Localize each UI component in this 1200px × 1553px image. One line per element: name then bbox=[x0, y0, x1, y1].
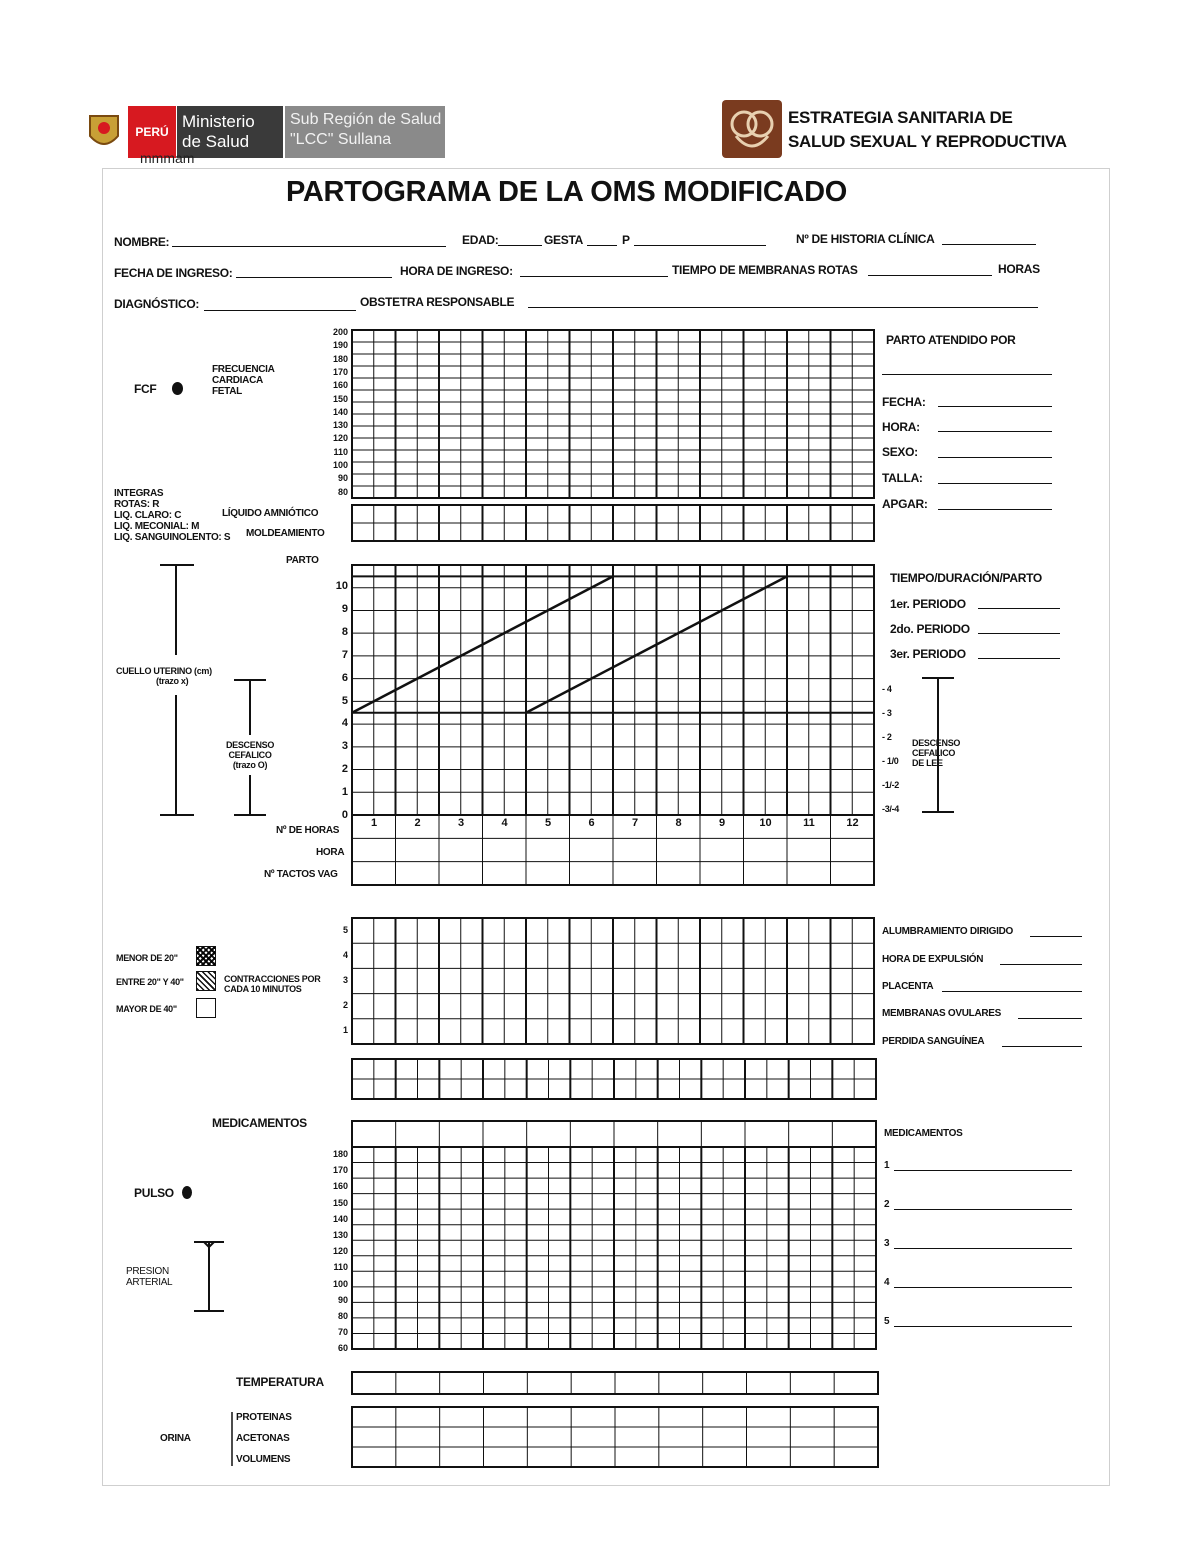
fcf-label: FCF bbox=[134, 382, 157, 396]
lee-tick: - 1/0 bbox=[882, 756, 899, 766]
edad-label: EDAD: bbox=[462, 233, 499, 247]
mayor-pattern-icon bbox=[196, 998, 216, 1018]
p-label: P bbox=[622, 233, 630, 247]
medicamento-field[interactable] bbox=[894, 1248, 1072, 1249]
medicamento-number: 2 bbox=[884, 1199, 890, 1210]
medicamento-number: 4 bbox=[884, 1277, 890, 1288]
placenta-label: PLACENTA bbox=[882, 981, 934, 992]
hora-field[interactable] bbox=[938, 431, 1052, 432]
medicamento-field[interactable] bbox=[894, 1209, 1072, 1210]
pulso-dot-icon bbox=[182, 1186, 192, 1199]
nombre-label: NOMBRE: bbox=[114, 235, 170, 249]
cervix-x-tick: 11 bbox=[803, 817, 815, 829]
fcf-tick: 90 bbox=[337, 473, 348, 484]
fcf-tick: 120 bbox=[332, 433, 348, 444]
cervix-y-tick: 2 bbox=[341, 763, 348, 776]
fcf-description: FRECUENCIA CARDIACA FETAL bbox=[212, 364, 275, 397]
lee-tick: - 2 bbox=[882, 732, 892, 742]
cervix-y-tick: 10 bbox=[335, 580, 348, 592]
hora-row-label: HORA bbox=[316, 847, 345, 858]
medicamento-number: 5 bbox=[884, 1316, 890, 1327]
cervix-x-tick: 12 bbox=[846, 817, 859, 829]
peru-logo: PERÚ bbox=[128, 106, 176, 158]
periodo-3-label: 3er. PERIODO bbox=[890, 647, 966, 661]
contracciones-tick: 5 bbox=[342, 925, 348, 935]
contracciones-tick: 3 bbox=[342, 975, 348, 985]
cervix-x-tick: 3 bbox=[457, 817, 465, 829]
cervix-x-tick: 8 bbox=[675, 817, 682, 829]
fcf-tick: 160 bbox=[332, 380, 348, 391]
cervix-y-tick: 8 bbox=[341, 625, 348, 638]
ministerio-logo: Ministerio de Salud bbox=[177, 106, 283, 158]
parto-atendido-label: PARTO ATENDIDO POR bbox=[886, 333, 1016, 347]
sexo-label: SEXO: bbox=[882, 445, 918, 459]
parto-atendido-field[interactable] bbox=[882, 374, 1052, 375]
fcf-tick: 180 bbox=[332, 353, 348, 364]
proteinas-label: PROTEINAS bbox=[236, 1412, 292, 1423]
liquido-amniotico-label: LÍQUIDO AMNIÓTICO bbox=[222, 508, 319, 519]
vitals-tick: 160 bbox=[332, 1181, 348, 1192]
cuello-label: CUELLO UTERINO (cm) (trazo x) bbox=[116, 666, 212, 686]
fcf-tick: 200 bbox=[332, 327, 348, 337]
cervix-x-tick: 2 bbox=[414, 817, 421, 829]
fecha-ingreso-label: FECHA DE INGRESO: bbox=[114, 266, 233, 280]
estrategia-title: ESTRATEGIA SANITARIA DE SALUD SEXUAL Y REPRODUCTIVA bbox=[788, 108, 1067, 151]
cervix-y-tick: 9 bbox=[341, 602, 348, 615]
hora-label: HORA: bbox=[882, 420, 920, 434]
cervix-y-tick: 3 bbox=[341, 740, 348, 753]
vitals-tick: 90 bbox=[337, 1294, 348, 1305]
contracciones-tick: 4 bbox=[342, 950, 348, 960]
cervix-x-tick: 7 bbox=[631, 817, 639, 829]
vitals-tick: 70 bbox=[337, 1327, 348, 1338]
talla-field[interactable] bbox=[938, 483, 1052, 484]
expulsion-label: HORA DE EXPULSIÓN bbox=[882, 954, 984, 965]
acetonas-label: ACETONAS bbox=[236, 1433, 290, 1444]
cervix-y-tick: 1 bbox=[341, 786, 348, 799]
temperatura-label: TEMPERATURA bbox=[236, 1375, 324, 1389]
horas-label: HORAS bbox=[998, 262, 1040, 276]
cervix-y-tick: 0 bbox=[341, 809, 348, 821]
liquido-legend: INTEGRAS ROTAS: R LIQ. CLARO: C LIQ. MECONIAL: M LIQ. SANGUINOLENTO: S bbox=[114, 488, 231, 543]
parto-label: PARTO bbox=[286, 555, 319, 566]
tiempo-title: TIEMPO/DURACIÓN/PARTO bbox=[890, 571, 1042, 585]
cervix-y-tick: 6 bbox=[341, 671, 348, 684]
obstetra-label: OBSTETRA RESPONSABLE bbox=[360, 295, 515, 309]
perdida-field[interactable] bbox=[1002, 1046, 1082, 1047]
apgar-field[interactable] bbox=[938, 509, 1052, 510]
lee-tick: - 3 bbox=[882, 708, 892, 718]
historia-label: Nº DE HISTORIA CLÍNICA bbox=[796, 232, 935, 246]
mayor-label: MAYOR DE 40" bbox=[116, 1004, 177, 1014]
medicamento-number: 1 bbox=[884, 1160, 890, 1171]
medicamento-number: 3 bbox=[884, 1238, 890, 1249]
vitals-tick: 100 bbox=[332, 1278, 348, 1289]
vitals-tick: 60 bbox=[337, 1343, 348, 1354]
cervix-y-tick: 7 bbox=[341, 648, 348, 661]
descenso-lee-label: DESCENSO CEFALICO DE LEE bbox=[912, 738, 961, 768]
vitals-tick: 180 bbox=[332, 1149, 348, 1159]
sexo-field[interactable] bbox=[938, 457, 1052, 458]
tactos-label: Nº TACTOS VAG bbox=[264, 869, 338, 880]
gesta-label: GESTA bbox=[544, 233, 583, 247]
fcf-tick: 130 bbox=[332, 420, 348, 431]
periodo-2-label: 2do. PERIODO bbox=[890, 622, 970, 636]
orina-label: ORINA bbox=[160, 1433, 191, 1444]
contracciones-label: CONTRACCIONES POR CADA 10 MINUTOS bbox=[224, 974, 321, 994]
fecha-label: FECHA: bbox=[882, 395, 926, 409]
page-title: PARTOGRAMA DE LA OMS MODIFICADO bbox=[286, 176, 848, 208]
cervix-x-tick: 4 bbox=[501, 817, 508, 829]
medicamentos-right-title: MEDICAMENTOS bbox=[884, 1128, 963, 1139]
fcf-tick: 190 bbox=[332, 340, 348, 351]
medicamento-field[interactable] bbox=[894, 1326, 1072, 1327]
cervix-x-tick: 9 bbox=[718, 817, 726, 829]
apgar-label: APGAR: bbox=[882, 497, 928, 511]
alumbramiento-field[interactable] bbox=[1030, 936, 1082, 937]
fecha-field[interactable] bbox=[938, 406, 1052, 407]
moldeamiento-label: MOLDEAMIENTO bbox=[246, 528, 325, 539]
medicamentos-label: MEDICAMENTOS bbox=[212, 1116, 307, 1130]
entre-label: ENTRE 20" Y 40" bbox=[116, 977, 184, 987]
cervix-x-tick: 5 bbox=[544, 817, 552, 829]
medicamento-field[interactable] bbox=[894, 1170, 1072, 1171]
descenso-label: DESCENSO CEFALICO (trazo O) bbox=[225, 740, 275, 770]
cervix-x-tick: 10 bbox=[759, 817, 772, 829]
periodo-1-field[interactable] bbox=[978, 608, 1060, 609]
diagnostico-label: DIAGNÓSTICO: bbox=[114, 297, 200, 311]
num-horas-label: Nº DE HORAS bbox=[276, 825, 340, 836]
overlay-text: mmmam bbox=[140, 150, 195, 166]
vitals-tick: 170 bbox=[332, 1165, 348, 1176]
vitals-tick: 140 bbox=[332, 1213, 348, 1224]
menor-pattern-icon bbox=[196, 946, 216, 966]
contracciones-tick: 1 bbox=[342, 1025, 348, 1035]
menor-label: MENOR DE 20" bbox=[116, 953, 178, 963]
vitals-tick: 130 bbox=[332, 1230, 348, 1240]
fcf-tick: 140 bbox=[332, 406, 348, 417]
entre-pattern-icon bbox=[196, 971, 216, 991]
fcf-tick: 110 bbox=[333, 446, 348, 457]
cervix-x-tick: 6 bbox=[588, 817, 595, 829]
vitals-tick: 80 bbox=[337, 1311, 348, 1321]
periodo-3-field[interactable] bbox=[978, 658, 1060, 659]
membranas-label: MEMBRANAS OVULARES bbox=[882, 1008, 1002, 1019]
pulso-label: PULSO bbox=[134, 1186, 174, 1200]
lee-tick: -1/-2 bbox=[882, 780, 900, 790]
cervix-y-tick: 5 bbox=[341, 694, 348, 707]
fcf-tick: 100 bbox=[332, 460, 348, 470]
periodo-1-label: 1er. PERIODO bbox=[890, 597, 966, 611]
contracciones-tick: 2 bbox=[342, 1000, 348, 1010]
hora-ingreso-label: HORA DE INGRESO: bbox=[400, 264, 513, 278]
fcf-dot-icon bbox=[172, 382, 183, 395]
periodo-2-field[interactable] bbox=[978, 633, 1060, 634]
membranas-field[interactable] bbox=[1018, 1018, 1082, 1019]
expulsion-field[interactable] bbox=[1000, 964, 1082, 965]
fcf-tick: 150 bbox=[332, 393, 348, 404]
alumbramiento-label: ALUMBRAMIENTO DIRIGIDO bbox=[882, 926, 1013, 937]
cervix-y-tick: 4 bbox=[341, 717, 348, 730]
talla-label: TALLA: bbox=[882, 471, 923, 485]
presion-label: PRESION ARTERIAL bbox=[126, 1266, 173, 1288]
lee-tick: - 4 bbox=[882, 684, 892, 694]
tiempo-membranas-label: TIEMPO DE MEMBRANAS ROTAS bbox=[672, 263, 858, 277]
vitals-tick: 150 bbox=[332, 1197, 348, 1208]
volumens-label: VOLUMENS bbox=[236, 1454, 291, 1465]
vitals-tick: 110 bbox=[333, 1262, 348, 1273]
perdida-label: PERDIDA SANGUÍNEA bbox=[882, 1036, 985, 1047]
fcf-tick: 170 bbox=[332, 366, 348, 377]
lee-tick: -3/-4 bbox=[882, 804, 900, 814]
placenta-field[interactable] bbox=[942, 991, 1082, 992]
cervix-x-tick: 1 bbox=[370, 817, 378, 829]
subregion-logo: Sub Región de Salud "LCC" Sullana bbox=[285, 106, 445, 158]
medicamento-field[interactable] bbox=[894, 1287, 1072, 1288]
fcf-tick: 80 bbox=[337, 486, 348, 497]
vitals-tick: 120 bbox=[332, 1246, 348, 1257]
